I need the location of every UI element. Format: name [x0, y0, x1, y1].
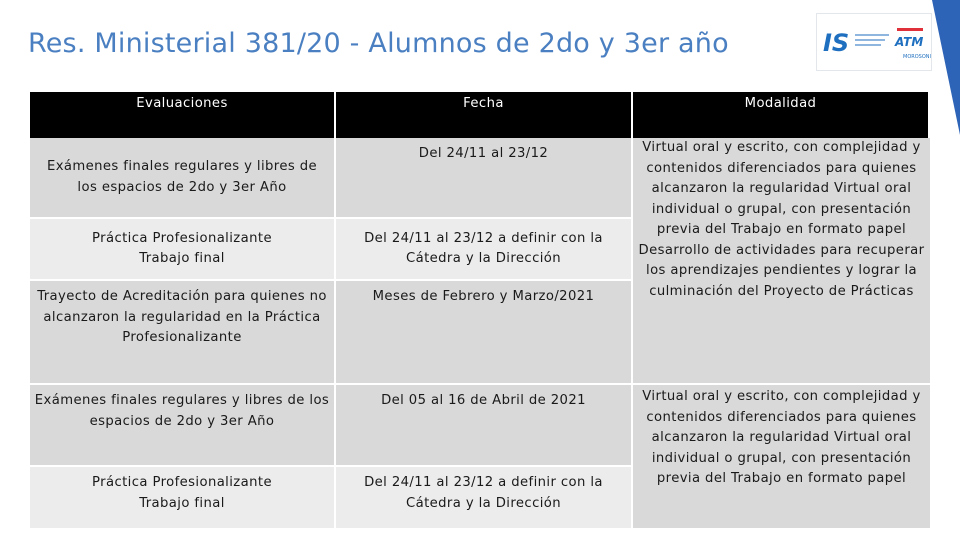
table-row-4-evaluacion — [30, 385, 336, 467]
modalidad-block-1-text: Virtual oral y escrito, con complejidad y contenidos diferenciados para quienes alcanzaron la regularidad Virtual oral individual o grupal, con presentación previa del Trabajo en formato papel Desarrollo de actividades para recuperar los aprendizajes pendientes y lograr la culminación del Proyecto de Prácticas — [638, 140, 925, 299]
modalidad-block-2 — [633, 385, 930, 528]
row-5-fecha-text: Del 24/11 al 23/12 a definir con la Cátedra y la Dirección — [364, 475, 603, 511]
logo-icon — [817, 14, 931, 70]
table-row-5-fecha — [336, 467, 633, 528]
corner-accent-triangle — [932, 0, 960, 135]
row-2-fecha-text: Del 24/11 al 23/12 a definir con la Cátedra y la Dirección — [364, 230, 603, 266]
evaluations-table — [30, 92, 930, 528]
logo-right-sub: MOROSONI — [903, 54, 931, 60]
institution-logos — [816, 13, 932, 71]
row-4-fecha-text: Del 05 al 16 de Abril de 2021 — [381, 393, 586, 408]
row-2-evaluacion-text: Práctica Profesionalizante Trabajo final — [92, 230, 272, 266]
table-row-5-evaluacion — [30, 467, 336, 528]
row-4-evaluacion-text: Exámenes finales regulares y libres de los espacios de 2do y 3er Año — [34, 393, 330, 429]
table-row-1-fecha — [336, 138, 633, 219]
table-row-1-evaluacion — [30, 138, 336, 219]
table-row-2-evaluacion — [30, 219, 336, 281]
modalidad-block-2-text: Virtual oral y escrito, con complejidad y contenidos diferenciados para quienes alcanzaron la regularidad Virtual oral individual o grupal, con presentación previa del Trabajo en formato papel — [642, 389, 921, 486]
table-row-3-fecha — [336, 281, 633, 385]
table-row-3-evaluacion — [30, 281, 336, 385]
slide-title: Res. Ministerial 381/20 - Alumnos de 2do y 3er año — [28, 28, 729, 59]
row-5-evaluacion-text: Práctica Profesionalizante Trabajo final — [92, 475, 272, 511]
logo-left-mark: IS — [823, 29, 850, 57]
header-fecha: Fecha — [336, 92, 633, 138]
table-row-4-fecha — [336, 385, 633, 467]
logo-right-mark: ATM — [895, 35, 924, 49]
modalidad-block-1 — [633, 138, 930, 385]
row-3-fecha-text: Meses de Febrero y Marzo/2021 — [372, 289, 595, 304]
row-1-fecha-text: Del 24/11 al 23/12 — [418, 146, 549, 161]
row-1-evaluacion-text: Exámenes finales regulares y libres de los espacios de 2do y 3er Año — [46, 159, 317, 195]
header-modalidad: Modalidad — [633, 92, 930, 138]
row-3-evaluacion-text: Trayecto de Acreditación para quienes no alcanzaron la regularidad en la Práctica Profesionalizante — [37, 289, 327, 345]
table-row-2-fecha — [336, 219, 633, 281]
header-evaluaciones: Evaluaciones — [30, 92, 336, 138]
